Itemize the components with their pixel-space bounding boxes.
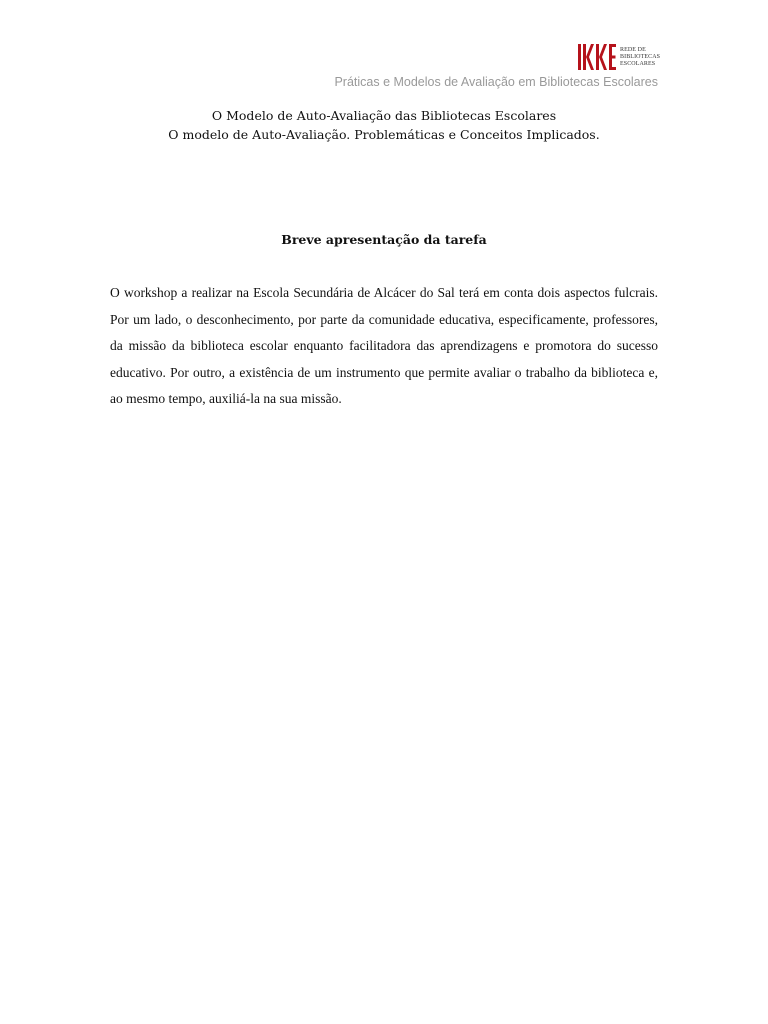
- title-line-2: O modelo de Auto-Avaliação. Problemáticas e Conceitos Implicados.: [168, 127, 600, 142]
- title-line-1: O Modelo de Auto-Avaliação das Bibliotecas Escolares: [211, 108, 557, 123]
- logo-text-line1: REDE DE: [620, 46, 646, 53]
- rbe-logo-text: [620, 47, 660, 68]
- logo-text-line2: BIBLIOTECAS: [620, 53, 661, 60]
- section-heading: Breve apresentação da tarefa: [281, 232, 487, 247]
- document-title: [110, 106, 658, 144]
- rbe-logo-icon: [578, 44, 616, 70]
- body-paragraph: O workshop a realizar na Escola Secundária de Alcácer do Sal terá em conta dois aspectos fulcrais. Por um lado, o desconhecimento, por parte da comunidade educativa, especificamente, professores, da missão da biblioteca escolar enquanto facilitadora das aprendizagens e promotora do sucesso educativo. Por outro, a existência de um instrumento que permite avaliar o trabalho da biblioteca e, ao mesmo tempo, auxiliá-la na sua missão.: [110, 285, 658, 406]
- rbe-logo: [578, 44, 660, 70]
- running-header: Práticas e Modelos de Avaliação em Bibliotecas Escolares: [334, 75, 658, 89]
- logo-text-line3: ESCOLARES: [620, 60, 656, 67]
